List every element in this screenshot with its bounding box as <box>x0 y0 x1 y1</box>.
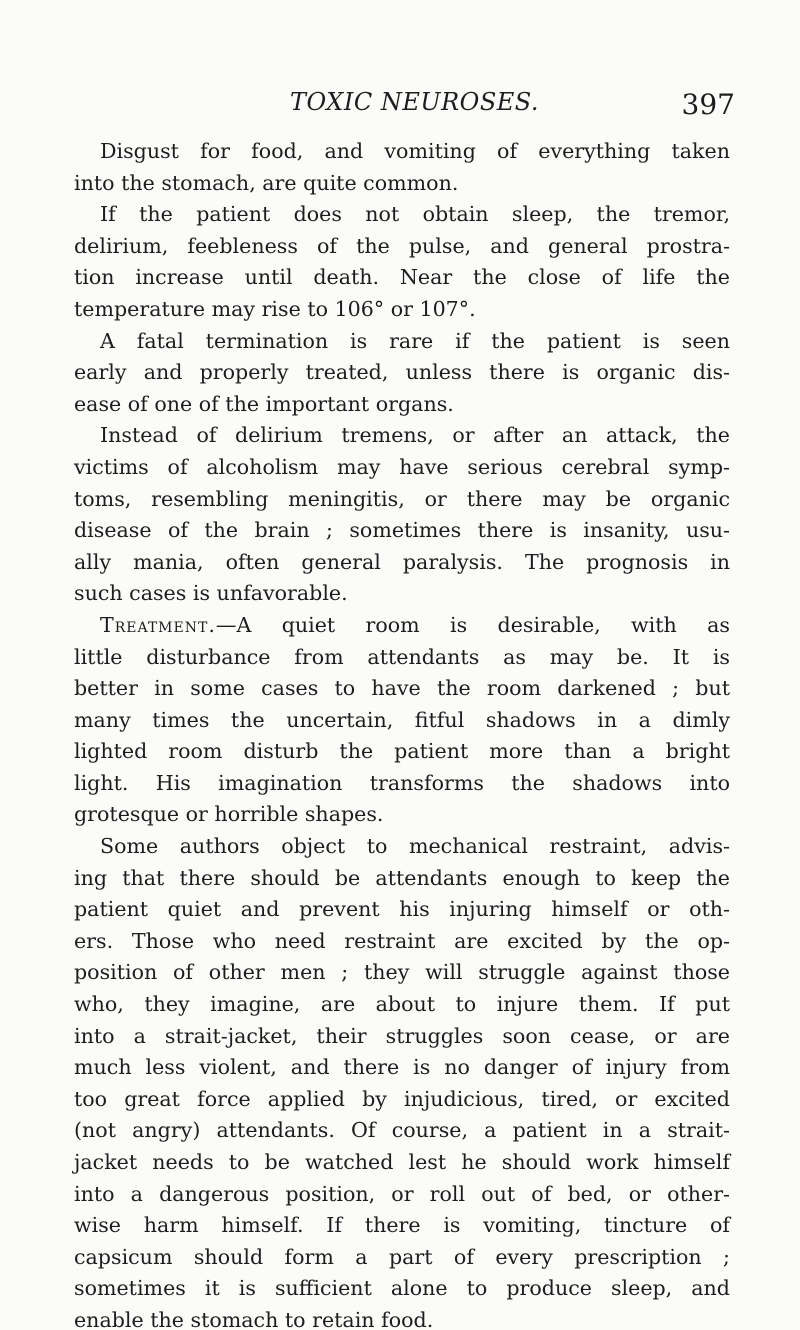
text-line: ing that there should be attendants enough to keep the <box>74 865 730 890</box>
text-line: position of other men ; they will struggle against those <box>74 960 730 985</box>
text-line: —A quiet room is desirable, with as <box>215 612 730 637</box>
text-line: such cases is unfavorable. <box>74 581 348 606</box>
running-head <box>90 86 735 122</box>
text-line: patient quiet and prevent his injuring himself or oth- <box>74 897 730 922</box>
text-line: wise harm himself. If there is vomiting, tincture of <box>74 1213 730 1238</box>
text-line: toms, resembling meningitis, or there may be organic <box>74 486 730 511</box>
text-line: disease of the brain ; sometimes there is insanity, usu- <box>74 518 730 543</box>
text-line: too great force applied by injudicious, tired, or excited <box>74 1086 730 1111</box>
text-line: capsicum should form a part of every prescription ; <box>74 1244 730 1269</box>
text-line: much less violent, and there is no danger of injury from <box>74 1055 730 1080</box>
text-line: jacket needs to be watched lest he should work himself <box>74 1150 730 1174</box>
text-line: into the stomach, are quite common. <box>74 170 459 195</box>
text-line: little disturbance from attendants as may be. It is <box>74 644 730 669</box>
text-line: ers. Those who need restraint are excited by the op- <box>74 928 730 953</box>
text-line: better in some cases to have the room darkened ; but <box>74 676 730 701</box>
treatment-heading: Treatment. <box>100 612 216 637</box>
text-line: who, they imagine, are about to injure them. If put <box>74 992 730 1017</box>
text-line: into a dangerous position, or roll out of bed, or other- <box>74 1181 730 1206</box>
text-line: temperature may rise to 106° or 107°. <box>74 296 476 321</box>
body-text <box>74 136 730 1330</box>
text-line: victims of alcoholism may have serious cerebral symp- <box>74 454 730 479</box>
text-line: tion increase until death. Near the close of life the <box>74 265 730 290</box>
text-line: enable the stomach to retain food. <box>74 1307 434 1330</box>
treatment-line <box>74 610 730 642</box>
page-number: 397 <box>681 88 735 121</box>
text-line: many times the uncertain, fitful shadows in a dimly <box>74 707 730 732</box>
text-line: sometimes it is sufficient alone to produce sleep, and <box>74 1276 730 1301</box>
text-line: Some authors object to mechanical restraint, advis- <box>100 834 730 859</box>
text-line: light. His imagination transforms the shadows into <box>74 770 730 795</box>
text-line: ease of one of the important organs. <box>74 391 454 416</box>
text-line: early and properly treated, unless there is organic dis- <box>74 360 730 385</box>
text-line: If the patient does not obtain sleep, the tremor, <box>100 202 730 227</box>
running-title: TOXIC NEUROSES. <box>290 88 539 116</box>
text-line: ally mania, often general paralysis. The prognosis in <box>74 549 730 574</box>
text-line: into a strait-jacket, their struggles soon cease, or are <box>74 1023 730 1048</box>
text-line: delirium, feebleness of the pulse, and general prostra- <box>74 233 730 258</box>
text-line: Instead of delirium tremens, or after an attack, the <box>100 423 730 448</box>
text-line: (not angry) attendants. Of course, a patient in a strait- <box>74 1118 730 1143</box>
text-line: grotesque or horrible shapes. <box>74 802 384 827</box>
text-line: Disgust for food, and vomiting of everything taken <box>100 139 730 163</box>
text-line: lighted room disturb the patient more than a bright <box>74 739 730 764</box>
text-line: A fatal termination is rare if the patient is seen <box>100 328 730 353</box>
